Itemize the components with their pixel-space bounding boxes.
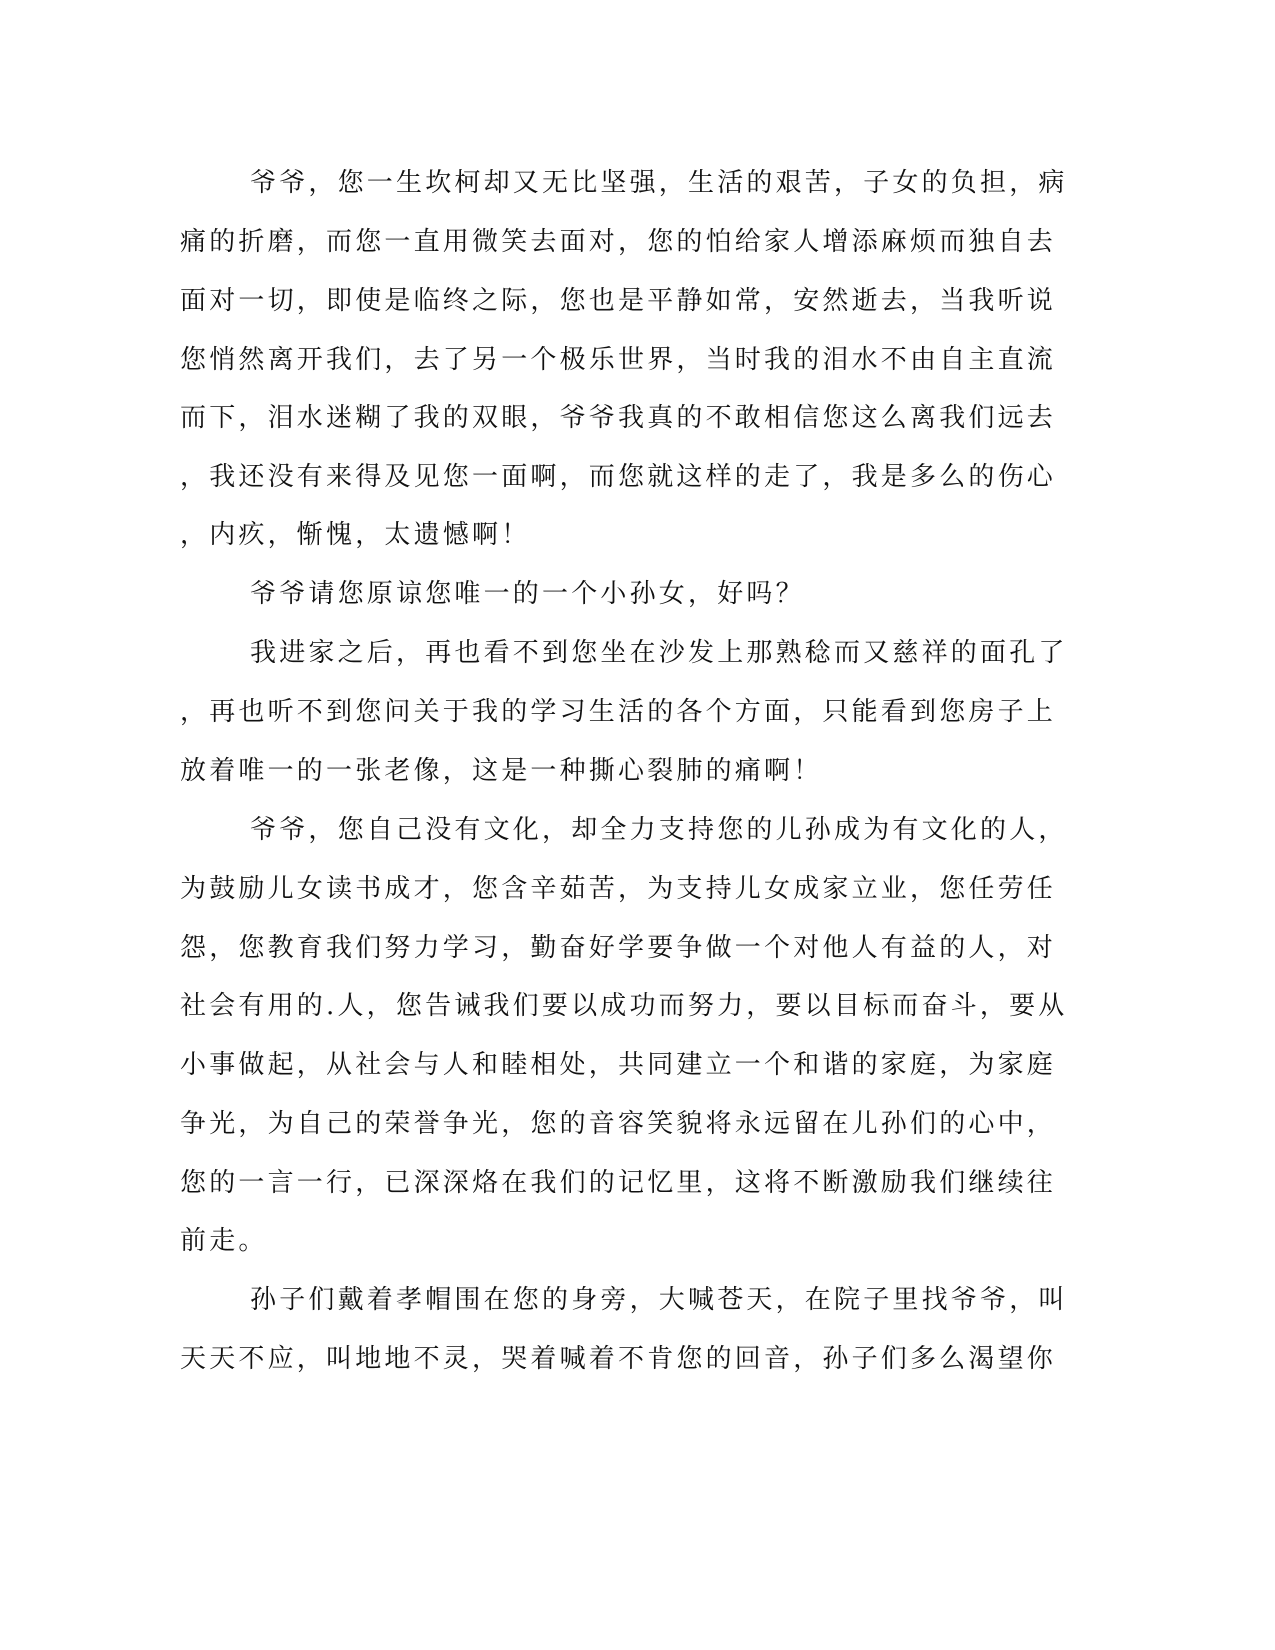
text-line: 爷爷，您自己没有文化，却全力支持您的儿孙成为有文化的人， — [250, 815, 1068, 845]
text-line: 您的一言一行，已深深烙在我们的记忆里，这将不断激励我们继续往 — [180, 1168, 1057, 1198]
text-line: 面对一切，即使是临终之际，您也是平静如常，安然逝去，当我听说 — [180, 286, 1057, 316]
text-line: 我进家之后，再也看不到您坐在沙发上那熟稔而又慈祥的面孔了 — [250, 638, 1068, 668]
text-line: 爷爷，您一生坎柯却又无比坚强，生活的艰苦，子女的负担，病 — [250, 168, 1068, 198]
text-line: 您悄然离开我们，去了另一个极乐世界，当时我的泪水不由自主直流 — [180, 345, 1057, 375]
text-line: ，再也听不到您问关于我的学习生活的各个方面，只能看到您房子上 — [180, 697, 1057, 727]
text-line: 争光，为自己的荣誉争光，您的音容笑貌将永远留在儿孙们的心中， — [180, 1109, 1057, 1139]
text-line: 前走。 — [180, 1226, 268, 1256]
text-line: 爷爷请您原谅您唯一的一个小孙女，好吗？ — [250, 579, 805, 609]
text-line: 社会有用的.人，您告诫我们要以成功而努力，要以目标而奋斗，要从 — [180, 991, 1068, 1021]
text-line: ，我还没有来得及见您一面啊，而您就这样的走了，我是多么的伤心 — [180, 462, 1057, 492]
text-line: 小事做起，从社会与人和睦相处，共同建立一个和谐的家庭，为家庭 — [180, 1050, 1057, 1080]
text-line: 为鼓励儿女读书成才，您含辛茹苦，为支持儿女成家立业，您任劳任 — [180, 874, 1057, 904]
text-line: ，内疚，惭愧，太遗憾啊！ — [180, 520, 531, 550]
text-line: 天天不应，叫地地不灵，哭着喊着不肯您的回音，孙子们多么渴望你 — [180, 1344, 1057, 1374]
text-line: 怨，您教育我们努力学习，勤奋好学要争做一个对他人有益的人，对 — [180, 933, 1057, 963]
text-line: 痛的折磨，而您一直用微笑去面对，您的怕给家人增添麻烦而独自去 — [180, 227, 1057, 257]
text-line: 而下，泪水迷糊了我的双眼，爷爷我真的不敢相信您这么离我们远去 — [180, 403, 1057, 433]
text-line: 放着唯一的一张老像，这是一种撕心裂肺的痛啊！ — [180, 756, 823, 786]
text-line: 孙子们戴着孝帽围在您的身旁，大喊苍天，在院子里找爷爷，叫 — [250, 1285, 1068, 1315]
